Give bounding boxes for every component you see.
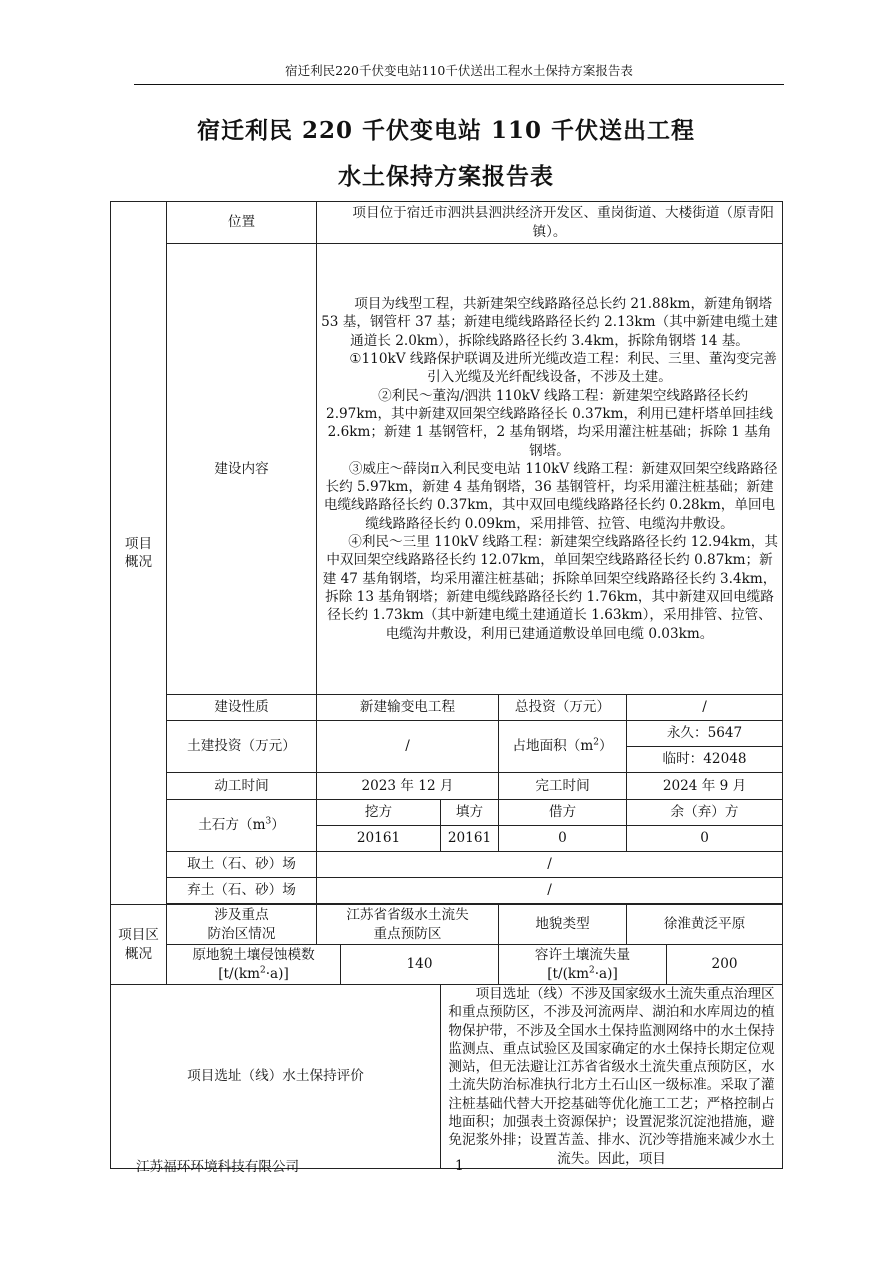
running-header: 宿迁利民220千伏变电站110千伏送出工程水土保持方案报告表 (285, 63, 633, 78)
borrow-site-value: / (317, 852, 783, 878)
start-time-label: 动工时间 (167, 773, 317, 800)
land-area-permanent: 永久：5647 (627, 721, 783, 747)
content-paragraph: ②利民～董沟/泗洪 110kV 线路工程：新建架空线路路径长约 2.97km，其中新建双回架空线路路径长 0.37km，利用已建杆塔单回挂线 2.6km；新建 1 基钢管杆，2 基角钢塔，均采用灌注桩基础；拆除 1 基角钢塔。 (326, 387, 773, 459)
earthwork-value-surplus: 0 (627, 826, 783, 852)
content-paragraph: ③威庄～薛岗π入利民变电站 110kV 线路工程：新建双回架空线路路径长约 5.97km，新建 4 基角钢塔，36 基钢管杆，均采用灌注桩基础；新建电缆线路路径长约 0.37km，其中双回电缆线路路径长约 0.28km，单回电缆线路路径长约 0.09km，采用排管、拉管、电缆沟井敷设。 (323, 460, 778, 532)
construction-content-label: 建设内容 (167, 244, 317, 695)
original-erosion-modulus-value: 140 (341, 945, 499, 985)
earthwork-label: 土石方$(m^3)$ (167, 800, 317, 852)
location-label: 位置 (167, 202, 317, 244)
site-selection-evaluation-label: 项目选址（线）水土保持评价 (111, 985, 441, 1169)
landform-value: 徐淮黄泛平原 (627, 905, 783, 945)
earthwork-header-excavation: 挖方 (317, 800, 441, 826)
page-number: 1 (455, 1158, 464, 1174)
document-subtitle: 水土保持方案报告表 (338, 163, 554, 190)
allowable-soil-loss-value: 200 (667, 945, 783, 985)
section-label-region: 项目区 概况 (111, 905, 167, 985)
content-paragraph: ①110kV 线路保护联调及进所光缆改造工程：利民、三里、董沟变完善引入光缆及光纤配线设备，不涉及土建。 (349, 351, 777, 386)
allowable-soil-loss-label: 容许土壤流失量 $[t/(km^2\cdot a)]$ (499, 945, 667, 985)
earthwork-header-borrow: 借方 (499, 800, 627, 826)
footer-company: 江苏福环环境科技有限公司 (136, 1159, 300, 1175)
location-value: 项目位于宿迁市泗洪县泗洪经济开发区、重岗街道、大楼街道（原青阳镇）。 (317, 202, 783, 244)
construction-nature-value: 新建输变电工程 (317, 695, 499, 721)
earthwork-value-fill: 20161 (441, 826, 499, 852)
document-title: 宿迁利民 220 千伏变电站 110 千伏送出工程 (196, 117, 696, 144)
total-investment-value: / (627, 695, 783, 721)
start-time-value: 2023 年 12 月 (317, 773, 499, 800)
earthwork-value-excavation: 20161 (317, 826, 441, 852)
content-paragraph: ④利民～三里 110kV 线路工程：新建架空线路路径长约 12.94km，其中双回架空线路路径长约 12.07km，单回架空线路路径长约 0.87km；新建 47 基角钢塔，均采用灌注桩基础；拆除单回架空线路路径长约 3.4km，拆除 13 基角钢塔；新建电缆线路路径长约 1.76km，其中新建双回电缆路径长约 1.73km（其中新建电缆土建通道长 1.63km），采用排管、拉管、电缆沟井敷设，利用已建通道敷设单回电缆 0.03km。 (322, 534, 778, 642)
original-erosion-modulus-label: 原地貌土壤侵蚀模数 $[t/(km^2\cdot a)]$ (167, 945, 341, 985)
earthwork-header-surplus: 余（弃）方 (627, 800, 783, 826)
key-prevention-zone-label: 涉及重点 防治区情况 (167, 905, 317, 945)
report-table (110, 201, 783, 1169)
content-paragraph: 项目为线型工程，共新建架空线路路径总长约 21.88km，新建角钢塔 53 基，钢管杆 37 基；新建电缆线路路径长约 2.13km（其中新建电缆土建通道长 2.0km），拆除线路路径长约 3.4km，拆除角钢塔 14 基。 (321, 296, 778, 349)
land-area-temporary: 临时：42048 (627, 747, 783, 773)
civil-investment-value: / (317, 721, 499, 773)
total-investment-label: 总投资（万元） (499, 695, 627, 721)
construction-content-text (317, 244, 783, 695)
civil-investment-label: 土建投资（万元） (167, 721, 317, 773)
section-label-overview: 项目 概况 (111, 202, 167, 905)
borrow-site-label: 取土（石、砂）场 (167, 852, 317, 878)
landform-label: 地貌类型 (499, 905, 627, 945)
earthwork-header-fill: 填方 (441, 800, 499, 826)
land-area-label: 占地面积$(m^2)$ (499, 721, 627, 773)
header-rule (134, 84, 784, 85)
end-time-label: 完工时间 (499, 773, 627, 800)
end-time-value: 2024 年 9 月 (627, 773, 783, 800)
earthwork-value-borrow: 0 (499, 826, 627, 852)
spoil-site-value: / (317, 878, 783, 904)
spoil-site-label: 弃土（石、砂）场 (167, 878, 317, 904)
key-prevention-zone-value: 江苏省省级水土流失 重点预防区 (317, 905, 499, 945)
site-selection-evaluation-text: 项目选址（线）不涉及国家级水土流失重点治理区和重点预防区，不涉及河流两岸、湖泊和水库周边的植物保护带，不涉及全国水土保持监测网络中的水土保持监测点、重点试验区及国家确定的水土保持长期定位观测站，但无法避让江苏省省级水土流失重点预防区，水土流失防治标准执行北方土石山区一级标准。采取了灌注桩基础代替大开挖基础等优化施工工艺；严格控制占地面积；加强表土资源保护；设置泥浆沉淀池措施，避免泥浆外排；设置苫盖、排水、沉沙等措施来减少水土流失。因此，项目 (441, 985, 783, 1169)
construction-nature-label: 建设性质 (167, 695, 317, 721)
